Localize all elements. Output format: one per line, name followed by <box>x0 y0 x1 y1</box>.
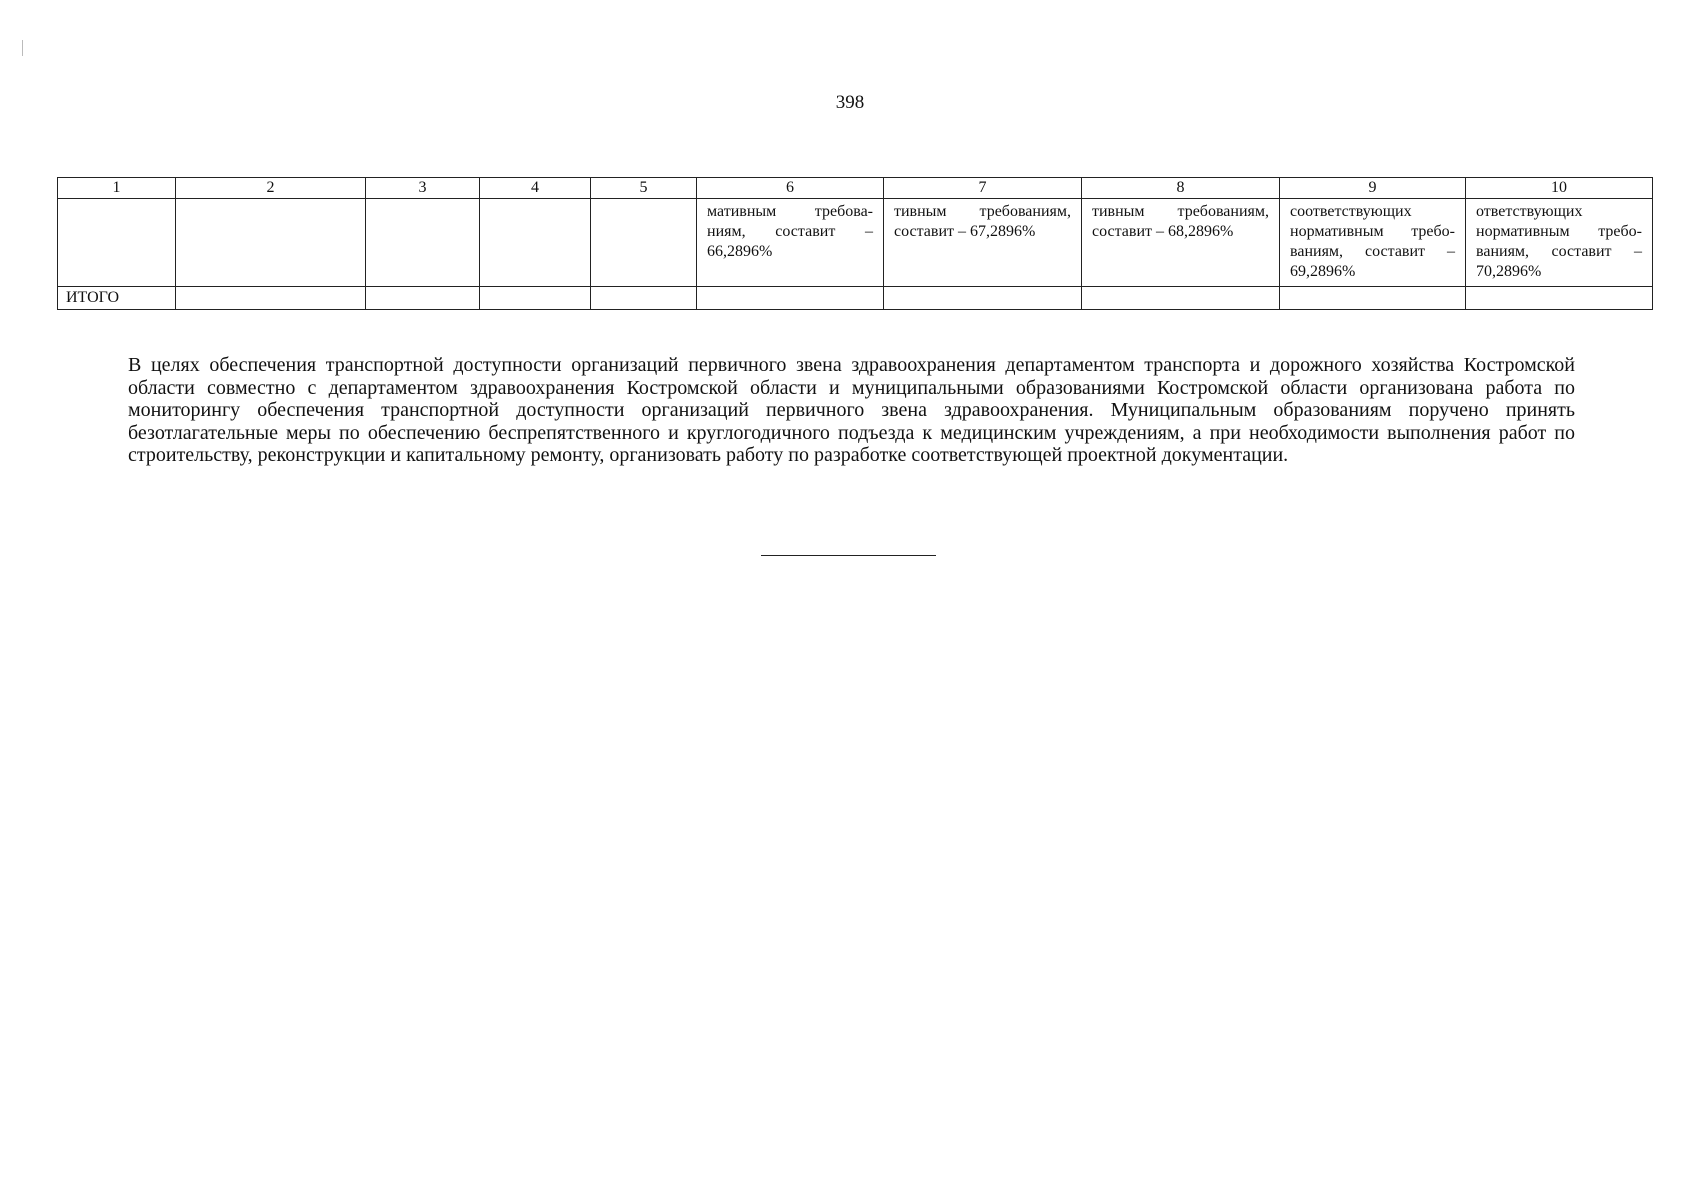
table-cell: мативным требова-ниям, составит – 66,2896% <box>697 199 884 287</box>
table-row <box>58 199 1653 287</box>
table-cell <box>697 287 884 310</box>
column-number: 1 <box>58 178 176 199</box>
table-cell <box>884 287 1082 310</box>
table-cell: ответствующих нормативным требо-ваниям, составит – 70,2896% <box>1466 199 1653 287</box>
table-cell <box>366 199 480 287</box>
data-table <box>57 177 1653 310</box>
column-number: 4 <box>480 178 591 199</box>
table-cell <box>480 287 591 310</box>
table-cell <box>366 287 480 310</box>
table-cell <box>1082 287 1280 310</box>
table-cell <box>58 199 176 287</box>
table-cell: соответствующих нормативным требо-ваниям, составит – 69,2896% <box>1280 199 1466 287</box>
table-cell <box>1466 287 1653 310</box>
closing-divider <box>761 555 936 556</box>
column-number: 2 <box>176 178 366 199</box>
column-number: 3 <box>366 178 480 199</box>
table-cell: тивным требованиям, составит – 68,2896% <box>1082 199 1280 287</box>
column-number: 7 <box>884 178 1082 199</box>
table-cell <box>591 287 697 310</box>
table-total-row <box>58 287 1653 310</box>
table-cell <box>1280 287 1466 310</box>
table-cell <box>480 199 591 287</box>
table-cell <box>176 199 366 287</box>
table-cell <box>176 287 366 310</box>
column-number: 5 <box>591 178 697 199</box>
scan-edge-mark <box>22 40 23 56</box>
column-number: 6 <box>697 178 884 199</box>
body-paragraph: В целях обеспечения транспортной доступности организаций первичного звена здравоохранения департаментом транспорта и дорожного хозяйства Костромской области совместно с департаментом здравоохранения Костромской области и муниципальными образованиями Костромской области организована работа по мониторингу обеспечения транспортной доступности организаций первичного звена здравоохранения. Муниципальным образованиям поручено принять безотлагательные меры по обеспечению беспрепятственного и круглогодичного подъезда к медицинским учреждениям, а при необходимости выполнения работ по строительству, реконструкции и капитальному ремонту, организовать работу по разработке соответствующей проектной документации. <box>128 354 1575 466</box>
table-cell <box>591 199 697 287</box>
page-number: 398 <box>835 92 865 113</box>
table-cell: тивным требованиям, составит – 67,2896% <box>884 199 1082 287</box>
total-label: ИТОГО <box>58 287 176 310</box>
column-number: 8 <box>1082 178 1280 199</box>
table-header-row <box>58 178 1653 199</box>
column-number: 10 <box>1466 178 1653 199</box>
column-number: 9 <box>1280 178 1466 199</box>
